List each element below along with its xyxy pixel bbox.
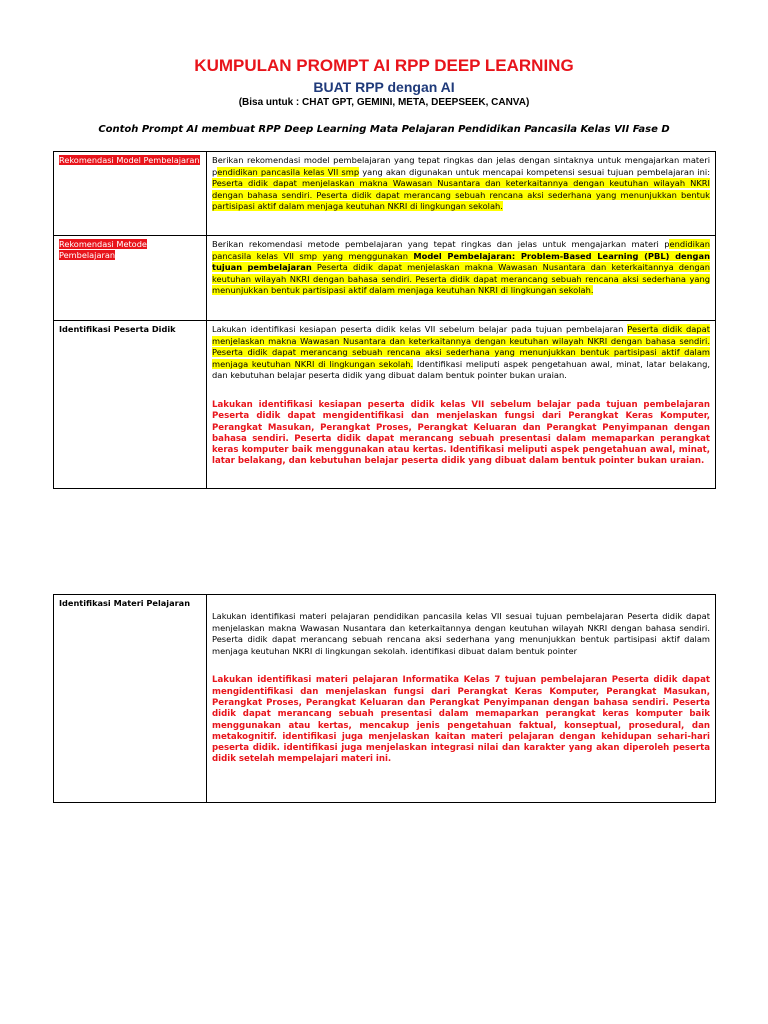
highlighted-text: endidikan pancasila kelas VII smp yang menggunakan bbox=[212, 239, 710, 261]
row-label-cell bbox=[54, 152, 207, 236]
prompt-text: Lakukan identifikasi materi pelajaran pendidikan pancasila kelas VII sesuai tujuan pembelajaran Peserta didik dapat menjelaskan makna Wawasan Nusantara dan keterkaitannya dengan keutuhan wilayah NKRI dengan bahasa sendiri. Peserta didik dapat merancang sebuah rencana aksi sederhana yang menunjukkan bentuk partisipasi aktif dalam menjaga keutuhan NKRI di lingkungan sekolah. identifikasi dibuat dalam bentuk pointer bbox=[212, 611, 710, 656]
row-label-cell bbox=[54, 595, 207, 803]
prompt-text: yang akan digunakan untuk mencapai kompetensi sesuai tujuan pembelajaran ini: bbox=[359, 166, 710, 177]
platform-note: (Bisa untuk : CHAT GPT, GEMINI, META, DEEPSEEK, CANVA) bbox=[238, 97, 530, 108]
highlighted-text: endidikan pancasila kelas VII smp bbox=[217, 166, 360, 177]
row-label: Identifikasi Materi Pelajaran bbox=[59, 598, 191, 608]
row-label-cell bbox=[54, 236, 207, 321]
red-prompt-text: Lakukan identifikasi materi pelajaran Informatika Kelas 7 tujuan pembelajaran Peserta didik dapat mengidentifikasi dan menjelaskan fungsi dari Perangkat Keras Komputer, Perangkat Masukan, Perangkat Proses, Perangkat Keluaran dan Perangkat Penyimpanan dengan bahasa sendiri. Peserta didik dapat merancang sebuah presentasi dalam memaparkan perangkat keras komputer baik menggunakan atau kertas, mencakup jenis pengetahuan faktual, konseptual, prosedural, dan metakognitif. identifikasi juga menjelaskan kaitan materi pelajaran dengan kehidupan sehari-hari peserta didik. identifikasi juga menjelaskan integrasi nilai dan karakter yang akan diperoleh peserta didik setelah mempelajari materi ini. bbox=[212, 675, 710, 765]
red-prompt-text: Lakukan identifikasi kesiapan peserta didik kelas VII sebelum belajar pada tujuan pembelajaran Peserta didik dapat mengidentifikasi dan menjelaskan fungsi dari Perangkat Keras Komputer, Perangkat Masukan, Perangkat Proses, Perangkat Keluaran dan Perangkat Penyimpanan dengan bahasa sendiri. Peserta didik dapat merancang sebuah presentasi dalam memaparkan perangkat keras komputer baik menggunakan atau kertas. Identifikasi meliputi aspek pengetahuan awal, minat, latar belakang, dan kebutuhan belajar peserta didik yang dibuat dalam bentuk pointer bukan uraian. bbox=[212, 399, 710, 467]
document-subtitle: BUAT RPP dengan AI bbox=[313, 79, 455, 95]
prompt-text: Identifikasi meliputi aspek pengetahuan awal, minat, latar belakang, dan kebutuhan belajar peserta didik yang dibuat dalam bentuk pointer bukan uraian. bbox=[212, 358, 710, 381]
table-row bbox=[54, 321, 716, 489]
row-label: Rekomendasi Model Pembelajaran bbox=[59, 155, 200, 165]
prompt-table-1 bbox=[53, 151, 716, 489]
row-label: Identifikasi Peserta Didik bbox=[59, 324, 176, 334]
prompt-text-cell bbox=[207, 321, 716, 489]
prompt-text-cell bbox=[207, 595, 716, 803]
row-label: Rekomendasi Metode Pembelajaran bbox=[59, 239, 147, 260]
highlighted-text: Peserta didik dapat menjelaskan makna Wawasan Nusantara dan keterkaitannya dengan keutuhan wilayah NKRI dengan bahasa sendiri. Peserta didik dapat merancang sebuah rencana aksi sederhana yang menunjukkan bentuk partisipasi aktif dalam menjaga keutuhan NKRI di lingkungan sekolah. bbox=[212, 324, 711, 369]
section-heading: Contoh Prompt AI membuat RPP Deep Learning Mata Pelajaran Pendidikan Pancasila Kelas VII Fase D bbox=[98, 124, 670, 135]
prompt-text-cell bbox=[207, 152, 716, 236]
prompt-text: Lakukan identifikasi kesiapan peserta didik kelas VII sebelum belajar pada tujuan pembelajaran bbox=[212, 324, 628, 334]
prompt-text: Berikan rekomendasi model pembelajaran yang tepat ringkas dan jelas dengan sintaknya untuk mengajarkan materi p bbox=[212, 155, 710, 177]
prompt-text: Berikan rekomendasi metode pembelajaran yang tepat ringkas dan jelas untuk mengajarkan materi p bbox=[212, 239, 670, 249]
highlighted-bold-text: Model Pembelajaran: Problem-Based Learning (PBL) dengan tujuan pembelajaran bbox=[212, 250, 710, 273]
highlighted-text: Peserta didik dapat menjelaskan makna Wawasan Nusantara dan keterkaitannya dengan keutuhan wilayah NKRI dengan bahasa sendiri. Peserta didik dapat merancang sebuah rencana aksi sederhana yang menunjukkan bentuk partisipasi aktif dalam menjaga keutuhan NKRI di lingkungan sekolah. bbox=[212, 178, 710, 212]
table-row bbox=[54, 236, 716, 321]
table-row bbox=[54, 595, 716, 803]
document-title: KUMPULAN PROMPT AI RPP DEEP LEARNING bbox=[194, 56, 574, 75]
row-label-cell bbox=[54, 321, 207, 489]
highlighted-text: Peserta didik dapat menjelaskan makna Wawasan Nusantara dan keterkaitannya dengan keutuhan wilayah NKRI dengan bahasa sendiri. Peserta didik dapat merancang sebuah rencana aksi sederhana yang menunjukkan bentuk partisipasi aktif dalam menjaga keutuhan NKRI di lingkungan sekolah. bbox=[212, 262, 710, 296]
prompt-table-2 bbox=[53, 594, 716, 803]
table-row bbox=[54, 152, 716, 236]
prompt-text-cell bbox=[207, 236, 716, 321]
